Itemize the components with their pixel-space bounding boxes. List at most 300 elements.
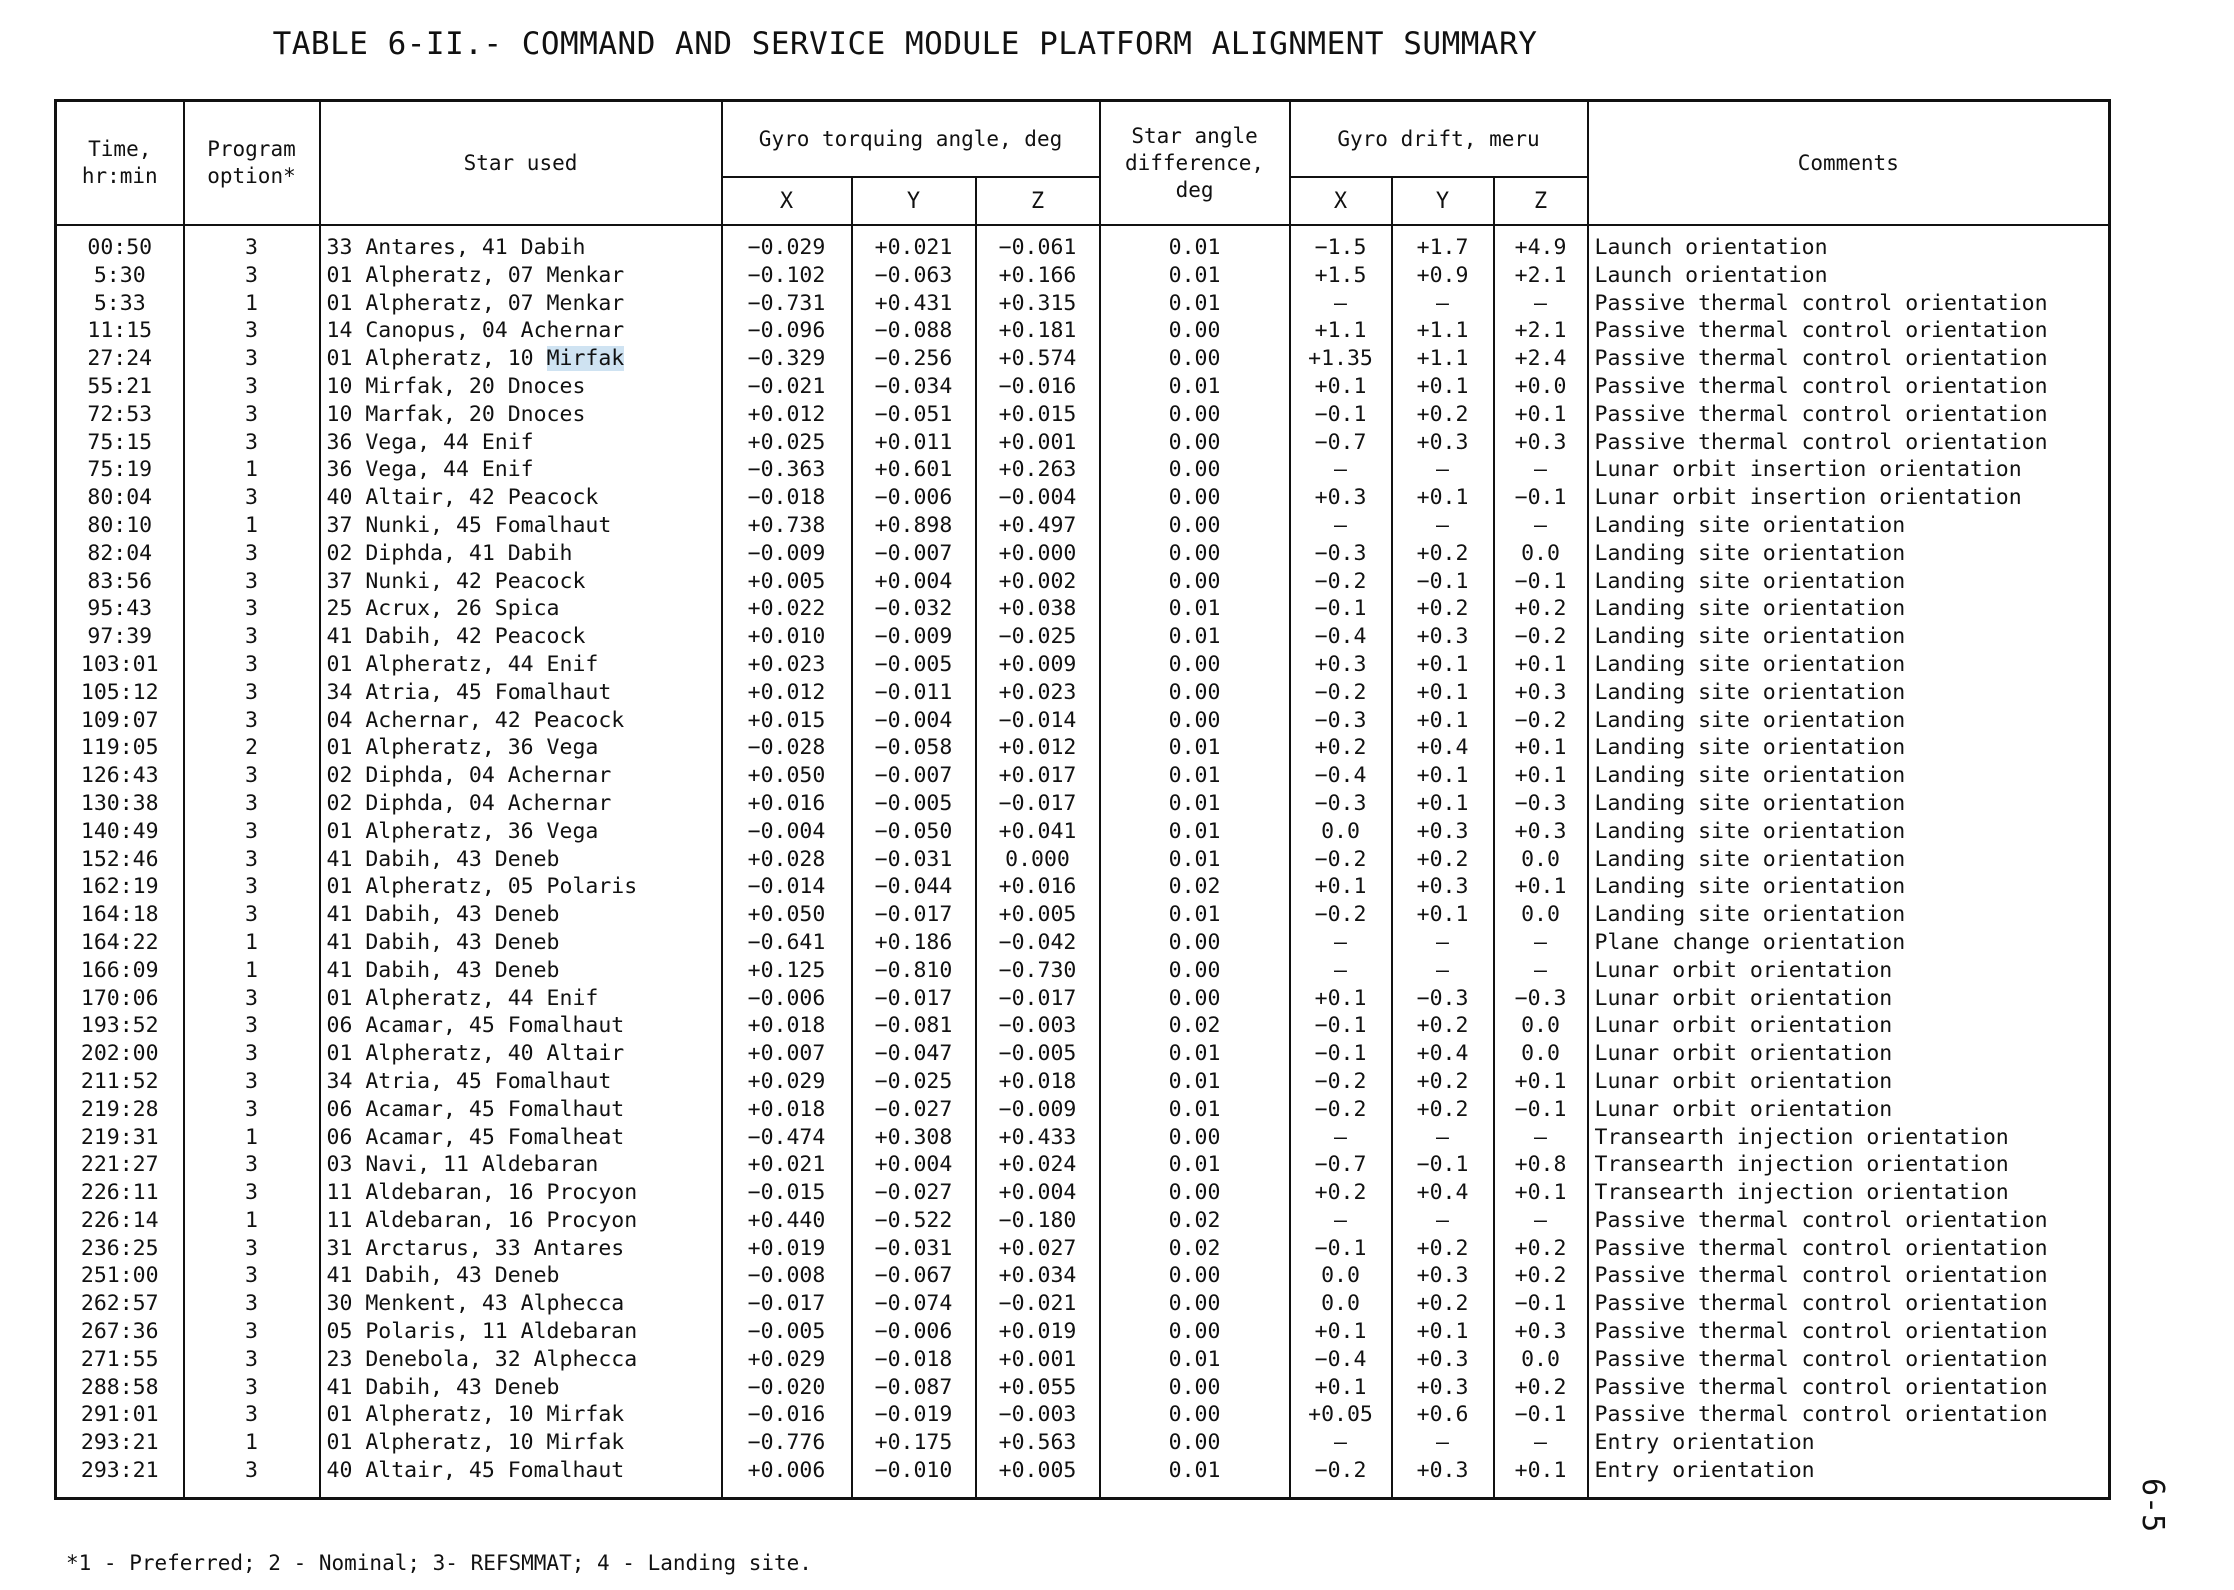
cell-program-option: 3 [184,484,320,512]
cell-time: 271:55 [56,1346,184,1374]
cell-torquing-z: +0.001 [976,1346,1100,1374]
cell-torquing-x: −0.016 [722,1401,852,1429]
cell-drift-z: −0.1 [1494,568,1588,596]
cell-star-angle-difference: 0.01 [1100,734,1290,762]
cell-star-angle-difference: 0.01 [1100,1151,1290,1179]
cell-drift-z: −0.1 [1494,484,1588,512]
cell-torquing-x: −0.015 [722,1179,852,1207]
table-row [56,707,2110,735]
cell-drift-x: +0.05 [1290,1401,1392,1429]
cell-drift-z: 0.0 [1494,846,1588,874]
cell-drift-y: +0.1 [1392,1318,1494,1346]
cell-program-option: 3 [184,317,320,345]
cell-star-used: 05 Polaris, 11 Aldebaran [320,1318,722,1346]
cell-comments: Passive thermal control orientation [1588,317,2110,345]
cell-torquing-x: +0.006 [722,1457,852,1498]
cell-comments: Landing site orientation [1588,707,2110,735]
table-row [56,1068,2110,1096]
cell-drift-x: — [1290,1207,1392,1235]
cell-program-option: 3 [184,595,320,623]
cell-star-used: 14 Canopus, 04 Achernar [320,317,722,345]
cell-torquing-y: −0.047 [852,1040,976,1068]
cell-torquing-x: −0.004 [722,818,852,846]
cell-drift-y: +0.4 [1392,1040,1494,1068]
cell-program-option: 3 [184,1096,320,1124]
cell-star-angle-difference: 0.00 [1100,568,1290,596]
cell-program-option: 3 [184,1401,320,1429]
header-star-used: Star used [320,101,722,226]
cell-time: 293:21 [56,1429,184,1457]
cell-comments: Landing site orientation [1588,762,2110,790]
cell-time: 267:36 [56,1318,184,1346]
cell-star-angle-difference: 0.01 [1100,1457,1290,1498]
cell-comments: Landing site orientation [1588,595,2110,623]
cell-drift-z: −0.2 [1494,623,1588,651]
cell-drift-y: +0.1 [1392,651,1494,679]
table-row [56,345,2110,373]
cell-star-used: 37 Nunki, 42 Peacock [320,568,722,596]
cell-torquing-z: +0.263 [976,456,1100,484]
cell-torquing-y: −0.017 [852,901,976,929]
cell-drift-x: −0.7 [1290,1151,1392,1179]
table-row [56,790,2110,818]
cell-drift-y: +0.3 [1392,873,1494,901]
cell-drift-y: — [1392,456,1494,484]
table-row [56,429,2110,457]
cell-torquing-x: −0.363 [722,456,852,484]
cell-comments: Passive thermal control orientation [1588,1290,2110,1318]
cell-drift-x: −0.2 [1290,1457,1392,1498]
cell-program-option: 3 [184,1068,320,1096]
cell-drift-x: 0.0 [1290,1290,1392,1318]
table-row [56,595,2110,623]
cell-star-angle-difference: 0.00 [1100,1401,1290,1429]
cell-torquing-z: −0.009 [976,1096,1100,1124]
cell-star-used: 36 Vega, 44 Enif [320,429,722,457]
cell-comments: Lunar orbit orientation [1588,1040,2110,1068]
cell-star-used: 01 Alpheratz, 44 Enif [320,651,722,679]
cell-star-used: 04 Achernar, 42 Peacock [320,707,722,735]
cell-comments: Passive thermal control orientation [1588,1401,2110,1429]
cell-torquing-y: +0.308 [852,1124,976,1152]
table-row [56,873,2110,901]
cell-drift-z: +0.1 [1494,401,1588,429]
cell-torquing-x: +0.440 [722,1207,852,1235]
cell-drift-x: +1.1 [1290,317,1392,345]
table-row [56,1235,2110,1263]
cell-star-angle-difference: 0.00 [1100,1290,1290,1318]
cell-torquing-z: −0.730 [976,957,1100,985]
cell-drift-z: 0.0 [1494,1040,1588,1068]
cell-program-option: 3 [184,373,320,401]
cell-star-used: 01 Alpheratz, 10 Mirfak [320,1401,722,1429]
cell-drift-x: −0.2 [1290,679,1392,707]
cell-drift-z: +0.1 [1494,1068,1588,1096]
cell-torquing-y: −0.058 [852,734,976,762]
cell-star-angle-difference: 0.00 [1100,707,1290,735]
cell-torquing-y: +0.004 [852,568,976,596]
cell-torquing-x: −0.029 [722,225,852,262]
table-row [56,1040,2110,1068]
cell-torquing-z: +0.018 [976,1068,1100,1096]
cell-torquing-x: +0.738 [722,512,852,540]
cell-torquing-z: −0.003 [976,1401,1100,1429]
cell-star-angle-difference: 0.00 [1100,1429,1290,1457]
cell-drift-x: −0.1 [1290,1235,1392,1263]
cell-drift-x: 0.0 [1290,1262,1392,1290]
cell-torquing-x: +0.018 [722,1096,852,1124]
cell-torquing-x: +0.050 [722,901,852,929]
cell-comments: Landing site orientation [1588,790,2110,818]
cell-torquing-z: −0.003 [976,1012,1100,1040]
cell-torquing-z: +0.027 [976,1235,1100,1263]
cell-star-used: 31 Arctarus, 33 Antares [320,1235,722,1263]
cell-star-used: 10 Marfak, 20 Dnoces [320,401,722,429]
cell-comments: Landing site orientation [1588,846,2110,874]
cell-drift-z: +0.2 [1494,595,1588,623]
cell-torquing-x: −0.474 [722,1124,852,1152]
cell-torquing-x: −0.102 [722,262,852,290]
cell-comments: Landing site orientation [1588,623,2110,651]
star-used-text: 01 Alpheratz, 10 [326,346,547,372]
cell-torquing-x: −0.005 [722,1318,852,1346]
cell-torquing-z: −0.180 [976,1207,1100,1235]
cell-torquing-y: −0.025 [852,1068,976,1096]
cell-torquing-x: +0.012 [722,679,852,707]
cell-program-option: 3 [184,1040,320,1068]
cell-drift-z: — [1494,290,1588,318]
cell-torquing-x: +0.007 [722,1040,852,1068]
cell-star-used: 06 Acamar, 45 Fomalhaut [320,1012,722,1040]
cell-torquing-y: +0.175 [852,1429,976,1457]
cell-drift-x: −0.3 [1290,540,1392,568]
cell-program-option: 1 [184,456,320,484]
table-row [56,1401,2110,1429]
cell-time: 236:25 [56,1235,184,1263]
cell-torquing-x: +0.025 [722,429,852,457]
cell-torquing-z: −0.042 [976,929,1100,957]
cell-time: 75:15 [56,429,184,457]
table-row [56,623,2110,651]
cell-torquing-x: −0.641 [722,929,852,957]
cell-torquing-y: −0.088 [852,317,976,345]
cell-comments: Passive thermal control orientation [1588,1346,2110,1374]
cell-torquing-y: −0.005 [852,651,976,679]
cell-torquing-z: −0.004 [976,484,1100,512]
cell-program-option: 3 [184,1457,320,1498]
cell-drift-y: +1.7 [1392,225,1494,262]
cell-comments: Transearth injection orientation [1588,1151,2110,1179]
cell-program-option: 3 [184,1374,320,1402]
cell-torquing-z: +0.016 [976,873,1100,901]
cell-star-angle-difference: 0.02 [1100,1012,1290,1040]
cell-torquing-z: +0.005 [976,901,1100,929]
cell-comments: Lunar orbit insertion orientation [1588,484,2110,512]
cell-drift-y: −0.1 [1392,568,1494,596]
cell-drift-x: −0.7 [1290,429,1392,457]
cell-star-angle-difference: 0.00 [1100,1318,1290,1346]
cell-program-option: 1 [184,1429,320,1457]
cell-drift-y: +0.1 [1392,373,1494,401]
cell-drift-x: −0.2 [1290,901,1392,929]
cell-torquing-z: +0.004 [976,1179,1100,1207]
cell-torquing-y: −0.018 [852,1346,976,1374]
cell-torquing-y: −0.011 [852,679,976,707]
cell-star-used: 25 Acrux, 26 Spica [320,595,722,623]
cell-torquing-y: −0.006 [852,1318,976,1346]
cell-drift-y: +0.3 [1392,429,1494,457]
cell-torquing-x: +0.015 [722,707,852,735]
table-row [56,290,2110,318]
table-row [56,225,2110,262]
table-row [56,317,2110,345]
cell-comments: Landing site orientation [1588,873,2110,901]
cell-drift-x: — [1290,1124,1392,1152]
cell-drift-y: — [1392,957,1494,985]
cell-torquing-y: −0.007 [852,540,976,568]
cell-comments: Lunar orbit orientation [1588,1068,2110,1096]
cell-comments: Entry orientation [1588,1429,2110,1457]
cell-torquing-z: −0.017 [976,985,1100,1013]
cell-drift-y: +0.2 [1392,1068,1494,1096]
table-row [56,373,2110,401]
cell-star-used: 41 Dabih, 43 Deneb [320,846,722,874]
cell-torquing-z: +0.023 [976,679,1100,707]
cell-program-option: 3 [184,651,320,679]
cell-program-option: 3 [184,873,320,901]
cell-drift-y: +0.1 [1392,762,1494,790]
cell-comments: Landing site orientation [1588,651,2110,679]
cell-drift-y: +0.3 [1392,1457,1494,1498]
cell-star-angle-difference: 0.01 [1100,225,1290,262]
cell-comments: Lunar orbit orientation [1588,957,2110,985]
cell-drift-y: +0.2 [1392,595,1494,623]
cell-star-used: 41 Dabih, 43 Deneb [320,901,722,929]
cell-star-angle-difference: 0.01 [1100,818,1290,846]
cell-star-used: 41 Dabih, 43 Deneb [320,929,722,957]
cell-time: 202:00 [56,1040,184,1068]
cell-drift-x: +1.35 [1290,345,1392,373]
cell-drift-y: — [1392,1207,1494,1235]
cell-torquing-y: −0.009 [852,623,976,651]
cell-program-option: 1 [184,512,320,540]
cell-drift-x: −0.2 [1290,1096,1392,1124]
cell-program-option: 1 [184,290,320,318]
cell-star-used: 02 Diphda, 04 Achernar [320,790,722,818]
cell-torquing-x: −0.014 [722,873,852,901]
cell-drift-z: +0.8 [1494,1151,1588,1179]
table-row [56,1262,2110,1290]
cell-drift-z: 0.0 [1494,901,1588,929]
cell-star-angle-difference: 0.00 [1100,1262,1290,1290]
cell-program-option: 3 [184,846,320,874]
cell-torquing-y: −0.063 [852,262,976,290]
cell-torquing-y: −0.051 [852,401,976,429]
cell-star-used: 41 Dabih, 42 Peacock [320,623,722,651]
cell-comments: Passive thermal control orientation [1588,1374,2110,1402]
cell-drift-y: +0.2 [1392,1096,1494,1124]
cell-drift-x: — [1290,957,1392,985]
cell-torquing-z: +0.015 [976,401,1100,429]
cell-torquing-y: −0.034 [852,373,976,401]
cell-star-angle-difference: 0.01 [1100,262,1290,290]
cell-time: 80:10 [56,512,184,540]
cell-drift-z: +2.4 [1494,345,1588,373]
cell-drift-y: +0.4 [1392,734,1494,762]
table-row [56,568,2110,596]
cell-torquing-z: −0.017 [976,790,1100,818]
cell-star-angle-difference: 0.00 [1100,679,1290,707]
cell-star-used: 37 Nunki, 45 Fomalhaut [320,512,722,540]
cell-drift-y: +0.2 [1392,1235,1494,1263]
table-row [56,929,2110,957]
cell-star-used: 40 Altair, 42 Peacock [320,484,722,512]
cell-star-angle-difference: 0.01 [1100,1040,1290,1068]
cell-star-angle-difference: 0.01 [1100,1068,1290,1096]
cell-torquing-x: +0.005 [722,568,852,596]
cell-drift-z: −0.1 [1494,1401,1588,1429]
cell-drift-z: +2.1 [1494,317,1588,345]
cell-time: 226:11 [56,1179,184,1207]
cell-torquing-x: −0.096 [722,317,852,345]
cell-drift-x: +0.1 [1290,873,1392,901]
cell-time: 55:21 [56,373,184,401]
cell-comments: Launch orientation [1588,262,2110,290]
header-time: Time, hr:min [56,101,184,226]
table-body [56,225,2110,1498]
cell-star-used: 01 Alpheratz, 44 Enif [320,985,722,1013]
cell-drift-y: +0.3 [1392,623,1494,651]
cell-drift-x: +0.1 [1290,1318,1392,1346]
cell-program-option: 1 [184,1124,320,1152]
cell-time: 170:06 [56,985,184,1013]
cell-program-option: 3 [184,225,320,262]
cell-star-angle-difference: 0.02 [1100,1207,1290,1235]
cell-star-used: 33 Antares, 41 Dabih [320,225,722,262]
cell-drift-x: — [1290,1429,1392,1457]
cell-torquing-y: +0.004 [852,1151,976,1179]
cell-program-option: 3 [184,1179,320,1207]
cell-drift-z: — [1494,1207,1588,1235]
cell-star-used: 02 Diphda, 41 Dabih [320,540,722,568]
cell-time: 103:01 [56,651,184,679]
cell-drift-x: +0.2 [1290,734,1392,762]
cell-comments: Landing site orientation [1588,734,2110,762]
cell-drift-z: −0.2 [1494,707,1588,735]
cell-time: 72:53 [56,401,184,429]
cell-drift-z: −0.3 [1494,985,1588,1013]
cell-star-angle-difference: 0.00 [1100,429,1290,457]
cell-star-angle-difference: 0.00 [1100,540,1290,568]
cell-comments: Plane change orientation [1588,929,2110,957]
cell-torquing-z: −0.016 [976,373,1100,401]
cell-star-used: 30 Menkent, 43 Alphecca [320,1290,722,1318]
cell-torquing-y: −0.005 [852,790,976,818]
table-row [56,1012,2110,1040]
cell-time: 11:15 [56,317,184,345]
cell-comments: Passive thermal control orientation [1588,1318,2110,1346]
cell-drift-z: — [1494,1124,1588,1152]
cell-torquing-y: +0.601 [852,456,976,484]
cell-torquing-z: −0.025 [976,623,1100,651]
table-row [56,1429,2110,1457]
cell-torquing-z: +0.017 [976,762,1100,790]
cell-program-option: 3 [184,790,320,818]
cell-drift-z: +0.3 [1494,679,1588,707]
cell-comments: Passive thermal control orientation [1588,373,2110,401]
cell-torquing-z: +0.055 [976,1374,1100,1402]
cell-time: 83:56 [56,568,184,596]
header-torquing-x: X [722,177,852,225]
table-row [56,1374,2110,1402]
cell-time: 5:33 [56,290,184,318]
cell-drift-x: +0.1 [1290,985,1392,1013]
cell-drift-y: — [1392,1429,1494,1457]
cell-time: 95:43 [56,595,184,623]
cell-program-option: 3 [184,540,320,568]
cell-torquing-y: −0.027 [852,1179,976,1207]
table-row [56,679,2110,707]
cell-time: 262:57 [56,1290,184,1318]
cell-torquing-y: −0.010 [852,1457,976,1498]
cell-star-angle-difference: 0.01 [1100,290,1290,318]
cell-star-used: 01 Alpheratz, 40 Altair [320,1040,722,1068]
cell-torquing-x: +0.016 [722,790,852,818]
cell-drift-x: −0.3 [1290,707,1392,735]
cell-star-angle-difference: 0.00 [1100,1374,1290,1402]
cell-torquing-y: +0.186 [852,929,976,957]
cell-torquing-x: −0.028 [722,734,852,762]
cell-star-used: 41 Dabih, 43 Deneb [320,957,722,985]
table-row [56,401,2110,429]
cell-drift-x: — [1290,290,1392,318]
cell-star-angle-difference: 0.00 [1100,957,1290,985]
table-row [56,957,2110,985]
cell-drift-x: +0.3 [1290,651,1392,679]
cell-star-used: 11 Aldebaran, 16 Procyon [320,1179,722,1207]
cell-torquing-z: +0.574 [976,345,1100,373]
cell-torquing-y: −0.810 [852,957,976,985]
cell-drift-x: — [1290,512,1392,540]
cell-star-angle-difference: 0.01 [1100,762,1290,790]
cell-drift-y: +0.2 [1392,401,1494,429]
cell-drift-x: +0.1 [1290,373,1392,401]
cell-time: 162:19 [56,873,184,901]
table-row [56,1124,2110,1152]
cell-drift-x: −0.1 [1290,1012,1392,1040]
cell-torquing-x: −0.020 [722,1374,852,1402]
cell-torquing-y: −0.081 [852,1012,976,1040]
cell-drift-z: +0.3 [1494,429,1588,457]
header-comments: Comments [1588,101,2110,226]
cell-torquing-z: 0.000 [976,846,1100,874]
cell-torquing-x: −0.008 [722,1262,852,1290]
cell-program-option: 1 [184,1207,320,1235]
cell-torquing-x: +0.018 [722,1012,852,1040]
cell-comments: Transearth injection orientation [1588,1179,2110,1207]
cell-torquing-y: −0.074 [852,1290,976,1318]
cell-program-option: 3 [184,1151,320,1179]
cell-torquing-x: +0.021 [722,1151,852,1179]
cell-star-used: 01 Alpheratz, 36 Vega [320,818,722,846]
cell-program-option: 3 [184,401,320,429]
cell-torquing-z: +0.038 [976,595,1100,623]
cell-star-angle-difference: 0.01 [1100,623,1290,651]
cell-program-option: 3 [184,818,320,846]
cell-time: 166:09 [56,957,184,985]
cell-drift-z: +0.1 [1494,762,1588,790]
header-program-option: Program option* [184,101,320,226]
